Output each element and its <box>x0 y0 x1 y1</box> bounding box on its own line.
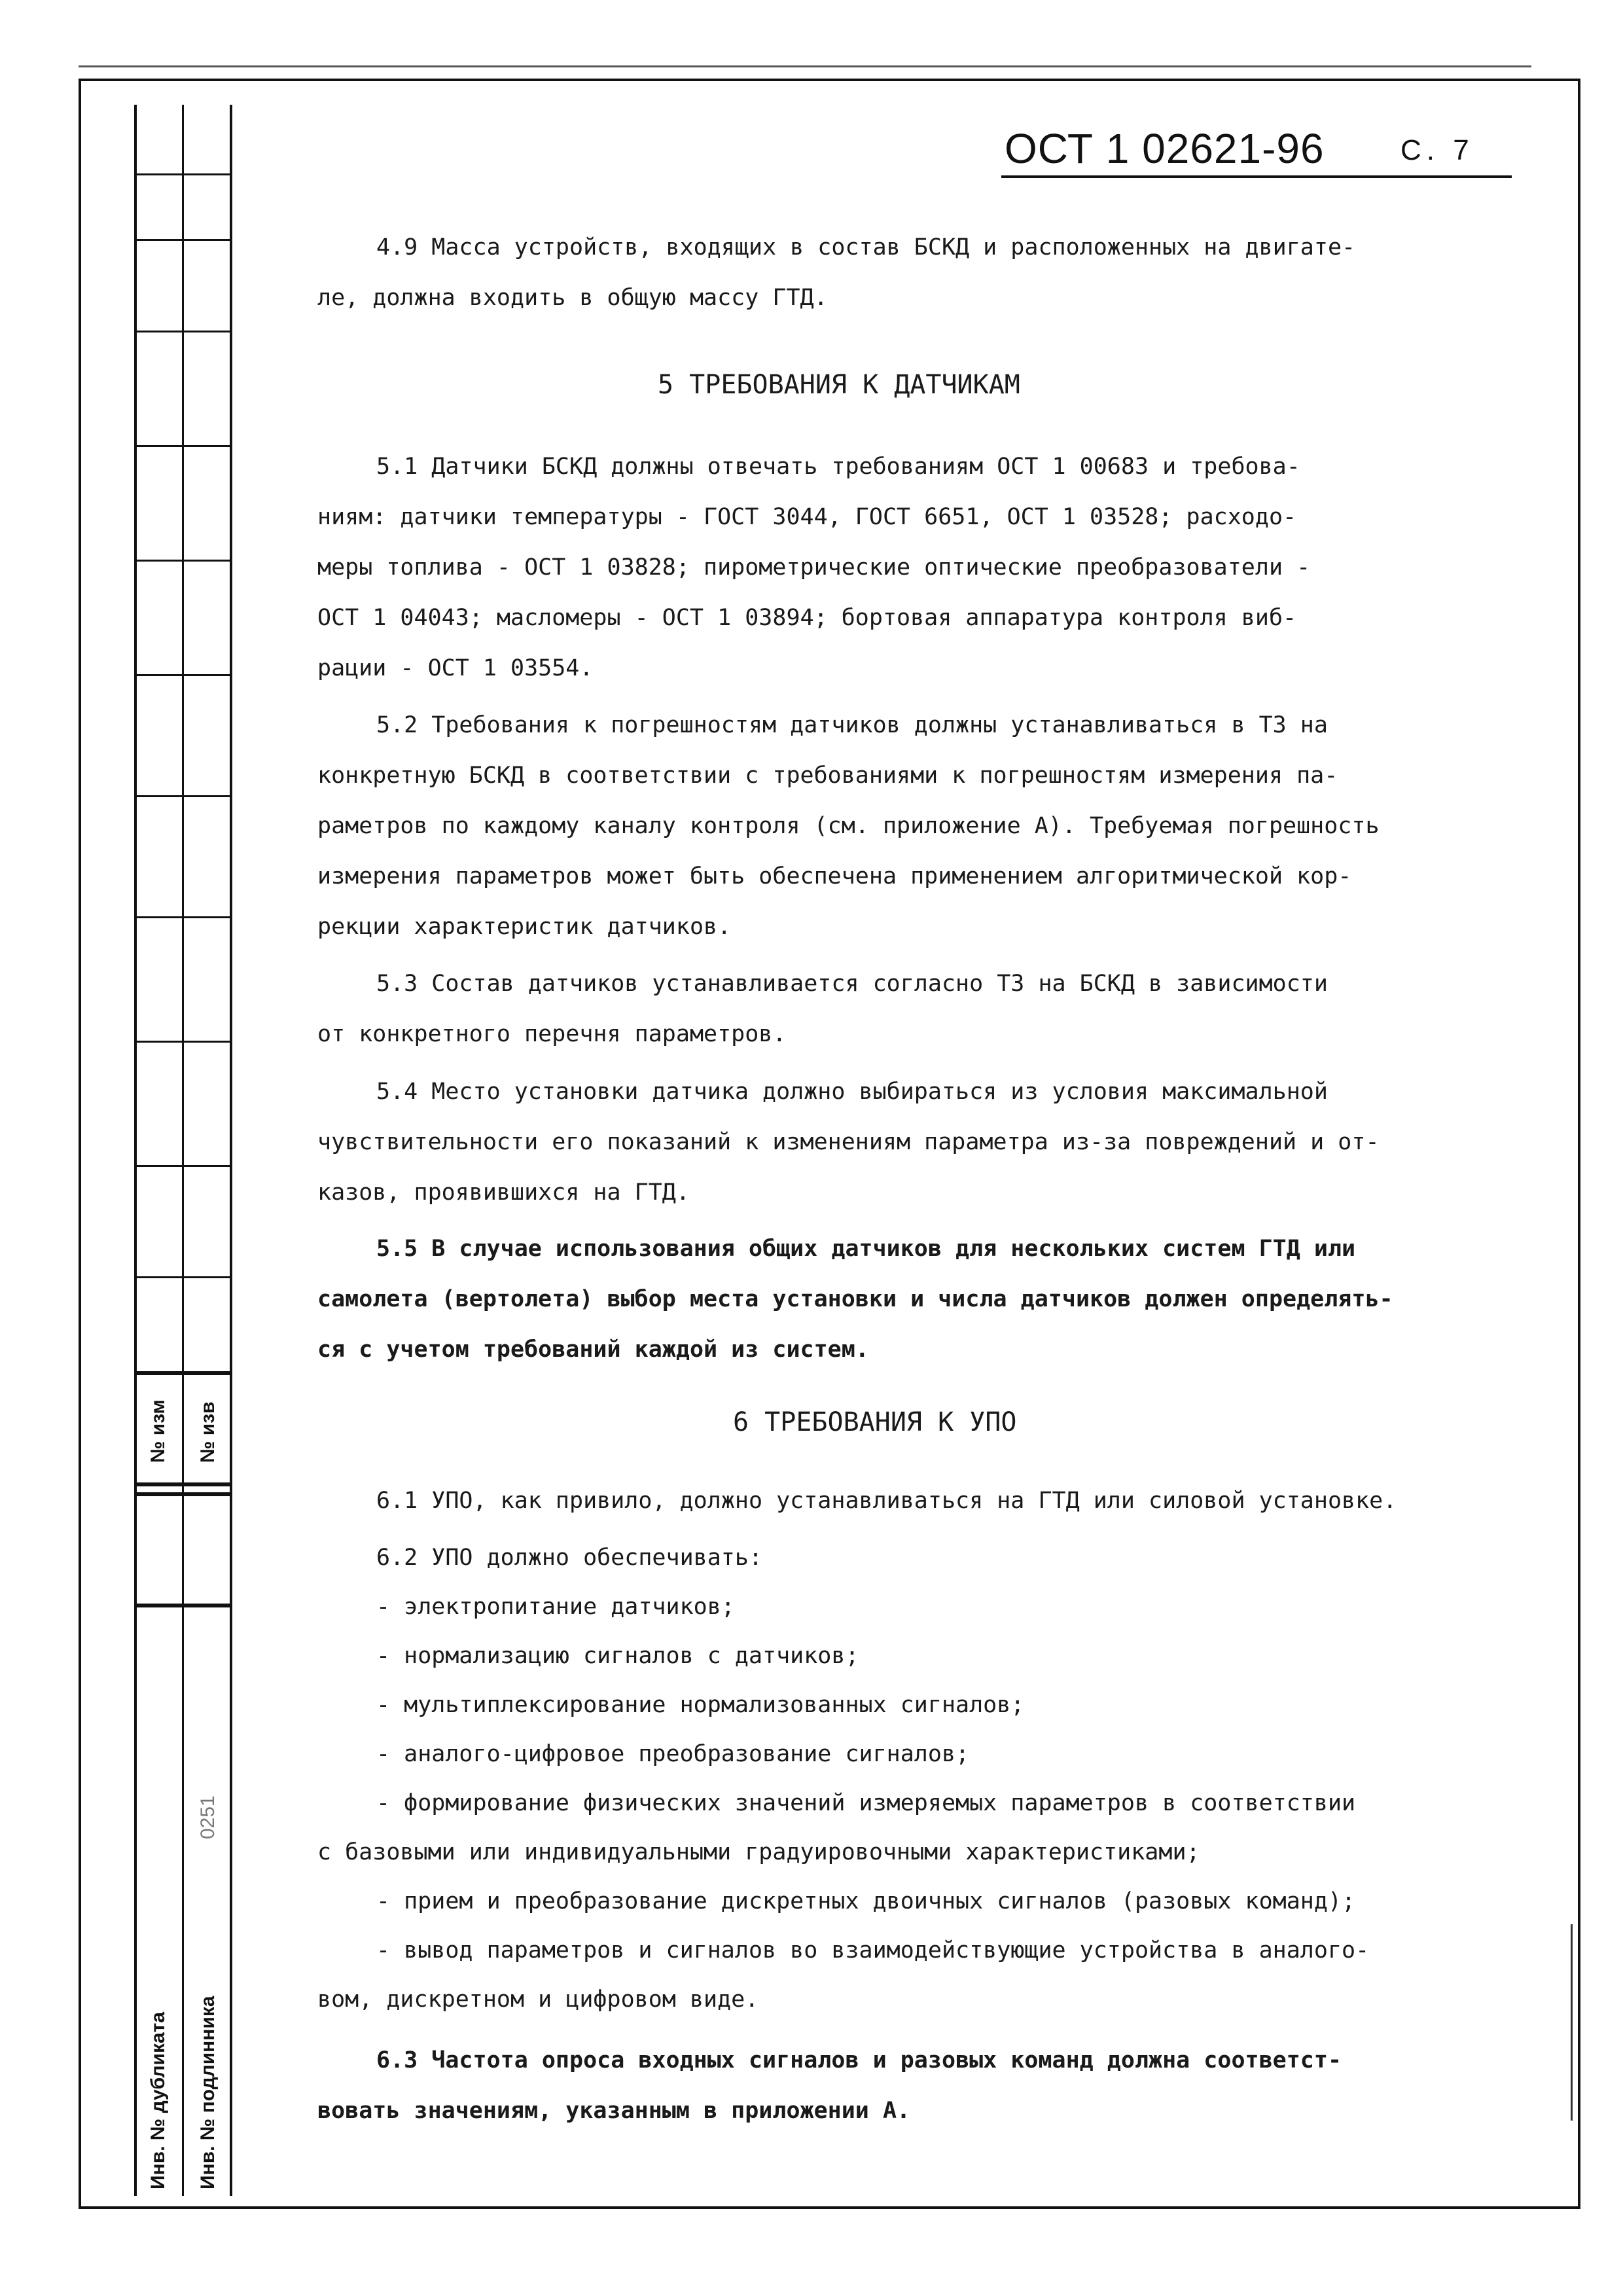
sidebar-thick-divider <box>134 1371 232 1375</box>
list-item: - мультиплексирование нормализованных сигналов; <box>376 1692 1025 1718</box>
list-item: - нормализацию сигналов с датчиков; <box>376 1643 859 1669</box>
para-5-2-line1: 5.2 Требования к погрешностям датчиков должны устанавливаться в ТЗ на <box>376 712 1328 738</box>
para-6-3-line1: 6.3 Частота опроса входных сигналов и разовых команд должна соответст- <box>376 2047 1342 2073</box>
para-5-2-line4: измерения параметров может быть обеспечена применением алгоритмической кор- <box>317 863 1352 889</box>
list-item-continuation: вом, дискретном и цифровом виде. <box>317 1986 759 2013</box>
sidebar-thick-divider <box>134 1604 232 1607</box>
para-5-1-line3: меры топлива - ОСТ 1 03828; пирометрические оптические преобразователи - <box>317 554 1311 581</box>
para-5-2-line3: раметров по каждому каналу контроля (см. приложение А). Требуемая погрешность <box>317 813 1380 839</box>
sidebar-divider <box>134 1276 232 1278</box>
para-6-3-line2: вовать значениям, указанным в приложении А. <box>317 2098 911 2124</box>
original-inventory-label: Инв. № подлинника <box>197 1996 219 2189</box>
list-item-continuation: с базовыми или индивидуальными градуировочными характеристиками; <box>317 1839 1200 1865</box>
para-6-2: 6.2 УПО должно обеспечивать: <box>376 1545 763 1571</box>
sidebar-divider <box>134 674 232 676</box>
change-number-label: № изм <box>147 1399 169 1463</box>
sidebar-thick-divider <box>134 1482 232 1486</box>
header-underline <box>1001 175 1512 178</box>
sidebar-divider <box>134 331 232 332</box>
stamp-number: 0251 <box>197 1795 219 1839</box>
list-item: - электропитание датчиков; <box>376 1594 735 1620</box>
para-5-3-line2: от конкретного перечня параметров. <box>317 1021 787 1047</box>
para-4-9-line1: 4.9 Масса устройств, входящих в состав БСКД и расположенных на двигате- <box>376 234 1356 260</box>
para-4-9-line2: ле, должна входить в общую массу ГТД. <box>317 285 828 311</box>
list-item: - аналого-цифровое преобразование сигналов; <box>376 1741 970 1767</box>
para-5-5-line2: самолета (вертолета) выбор места установки и числа датчиков должен определять- <box>317 1286 1393 1312</box>
para-5-2-line5: рекции характеристик датчиков. <box>317 914 732 940</box>
sidebar-divider <box>134 173 232 175</box>
sidebar-divider <box>134 445 232 447</box>
para-5-5-line1: 5.5 В случае использования общих датчиков для нескольких систем ГТД или <box>376 1236 1356 1262</box>
para-5-5-line3: ся с учетом требований каждой из систем. <box>317 1336 869 1363</box>
sidebar-divider <box>134 1165 232 1167</box>
para-5-1-line5: рации - ОСТ 1 03554. <box>317 655 594 681</box>
list-item: - формирование физических значений измеряемых параметров в соответствии <box>376 1790 1356 1816</box>
sidebar-column-left <box>134 105 184 2196</box>
section-5-title: 5 ТРЕБОВАНИЯ К ДАТЧИКАМ <box>658 370 1020 400</box>
page-number: С. 7 <box>1400 134 1474 166</box>
para-5-1-line4: ОСТ 1 04043; масломеры - ОСТ 1 03894; бортовая аппаратура контроля виб- <box>317 605 1297 631</box>
sidebar-thick-divider <box>134 1492 232 1496</box>
scan-edge-mark <box>1571 1924 1573 2121</box>
para-5-1-line2: ниям: датчики температуры - ГОСТ 3044, ГОСТ 6651, ОСТ 1 03528; расходо- <box>317 504 1297 530</box>
para-5-1-line1: 5.1 Датчики БСКД должны отвечать требованиям ОСТ 1 00683 и требова- <box>376 454 1300 480</box>
para-5-2-line2: конкретную БСКД в соответствии с требованиями к погрешностям измерения па- <box>317 762 1338 789</box>
para-6-1: 6.1 УПО, как привило, должно устанавливаться на ГТД или силовой установке. <box>376 1488 1397 1514</box>
sidebar-divider <box>134 560 232 562</box>
stamp-sidebar <box>134 105 232 2196</box>
sidebar-divider <box>134 795 232 797</box>
para-5-4-line3: казов, проявившихся на ГТД. <box>317 1179 690 1206</box>
section-6-title: 6 ТРЕБОВАНИЯ К УПО <box>733 1407 1017 1437</box>
sidebar-divider <box>134 916 232 918</box>
para-5-4-line1: 5.4 Место установки датчика должно выбираться из условия максимальной <box>376 1079 1328 1105</box>
para-5-3-line1: 5.3 Состав датчиков устанавливается согласно ТЗ на БСКД в зависимости <box>376 971 1328 997</box>
sidebar-column-right <box>184 105 232 2196</box>
list-item: - вывод параметров и сигналов во взаимодействующие устройства в аналого- <box>376 1937 1370 1964</box>
sidebar-divider <box>134 1041 232 1043</box>
notice-number-label: № изв <box>197 1401 219 1463</box>
sidebar-divider <box>134 239 232 241</box>
para-5-4-line2: чувствительности его показаний к изменениям параметра из-за повреждений и от- <box>317 1129 1380 1155</box>
duplicate-inventory-label: Инв. № дубликата <box>147 2011 169 2189</box>
standard-code: ОСТ 1 02621-96 <box>1005 125 1325 172</box>
top-rule <box>79 65 1531 67</box>
list-item: - прием и преобразование дискретных двоичных сигналов (разовых команд); <box>376 1888 1356 1914</box>
